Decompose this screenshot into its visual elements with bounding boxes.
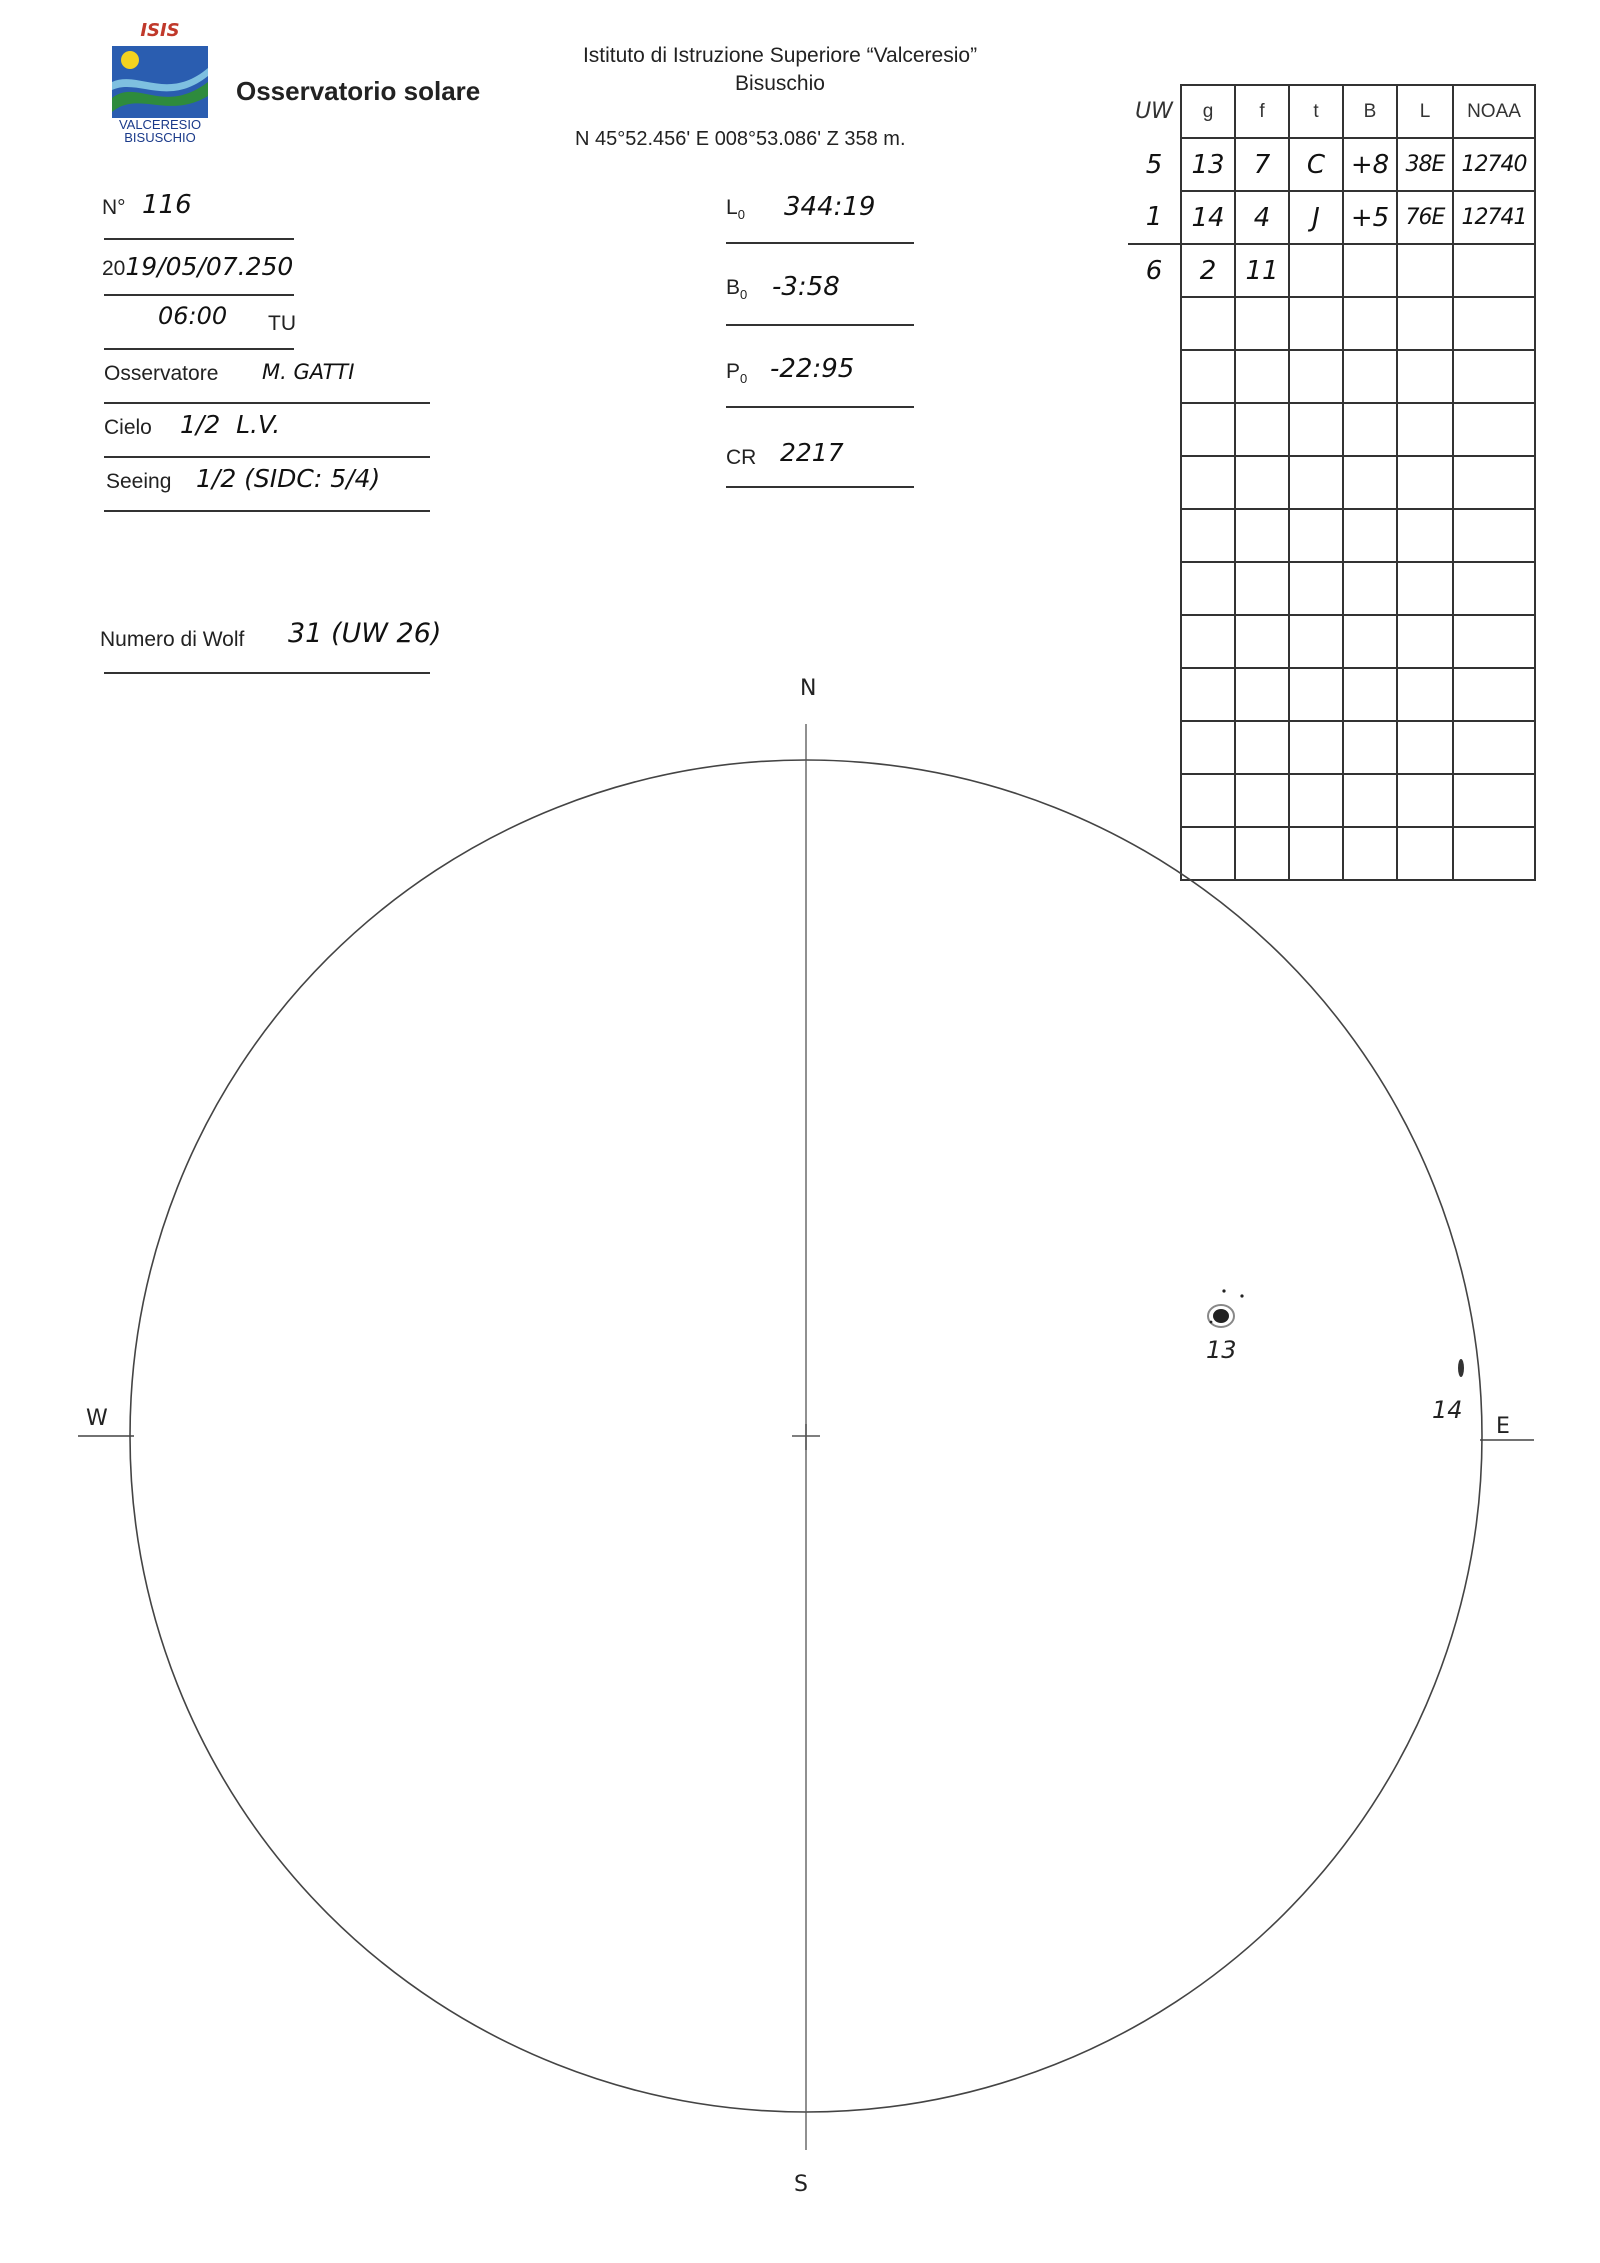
table-cell: 7	[1235, 138, 1289, 191]
east-label: E	[1496, 1414, 1510, 1439]
table-header-cell: UW	[1128, 85, 1181, 138]
table-cell: 4	[1235, 191, 1289, 244]
table-header-cell: NOAA	[1453, 85, 1535, 138]
seeing-label: Seeing	[106, 470, 172, 493]
wolf-label: Numero di Wolf	[100, 628, 245, 651]
table-cell: 12741	[1453, 191, 1535, 244]
seeing-value: 1/2 (SIDC: 5/4)	[196, 464, 381, 493]
institute-town: Bisuschio	[735, 72, 825, 95]
table-cell: 12740	[1453, 138, 1535, 191]
table-cell: 2	[1181, 244, 1235, 297]
table-cell: 13	[1181, 138, 1235, 191]
table-cell: 38E	[1397, 138, 1453, 191]
sunspot-13-small-c	[1210, 1321, 1213, 1324]
table-cell: J	[1289, 191, 1343, 244]
north-label: N	[800, 676, 817, 701]
table-cell: 5	[1128, 138, 1181, 191]
table-cell: 6	[1128, 244, 1181, 297]
b0-label: $B_0$	[726, 276, 748, 303]
table-header-cell: f	[1235, 85, 1289, 138]
table-cell: 14	[1181, 191, 1235, 244]
number-label: N°	[102, 196, 126, 219]
cr-label: CR	[726, 446, 757, 469]
date-field: 2019/05/07.250	[102, 252, 294, 281]
p0-value: -22:95	[770, 354, 855, 384]
time-value: 06:00	[158, 302, 228, 330]
table-cell: +5	[1343, 191, 1397, 244]
observer-value: M. GATTI	[262, 360, 355, 384]
sunspot-group-13	[1213, 1309, 1229, 1323]
sunspot-13-small-b	[1240, 1294, 1243, 1297]
south-label: S	[794, 2172, 808, 2197]
b0-value: -3:58	[772, 272, 840, 302]
table-cell: +8	[1343, 138, 1397, 191]
logo-caption: VALCERESIO BISUSCHIO	[118, 117, 202, 145]
cr-value: 2217	[780, 438, 844, 467]
table-header-cell: t	[1289, 85, 1343, 138]
l0-label: $L_0$	[726, 196, 745, 223]
logo-letters: ISIS	[140, 20, 180, 41]
time-suffix: TU	[268, 312, 296, 335]
number-value: 116	[142, 190, 192, 220]
sky-label: Cielo	[104, 416, 152, 439]
table-cell: 11	[1235, 244, 1289, 297]
table-cell: 76E	[1397, 191, 1453, 244]
table-cell: 1	[1128, 191, 1181, 244]
sunspot-group-14	[1458, 1359, 1464, 1377]
site-coordinates: N 45°52.456' E 008°53.086' Z 358 m.	[575, 128, 906, 150]
sky-value: 1/2 L.V.	[180, 410, 281, 439]
west-label: W	[86, 1406, 108, 1431]
group-label-14: 14	[1432, 1396, 1463, 1424]
observer-label: Osservatore	[104, 362, 219, 385]
p0-label: $P_0$	[726, 360, 748, 387]
sunspot-13-small-a	[1222, 1289, 1225, 1292]
table-header-cell: B	[1343, 85, 1397, 138]
institute-name: Istituto di Istruzione Superiore “Valceresio”	[582, 44, 978, 67]
table-header-cell: g	[1181, 85, 1235, 138]
l0-value: 344:19	[784, 192, 876, 222]
table-cell: C	[1289, 138, 1343, 191]
group-label-13: 13	[1206, 1336, 1237, 1364]
observatory-title: Osservatorio solare	[236, 76, 481, 106]
wolf-value: 31 (UW 26)	[288, 618, 442, 649]
table-header-cell: L	[1397, 85, 1453, 138]
